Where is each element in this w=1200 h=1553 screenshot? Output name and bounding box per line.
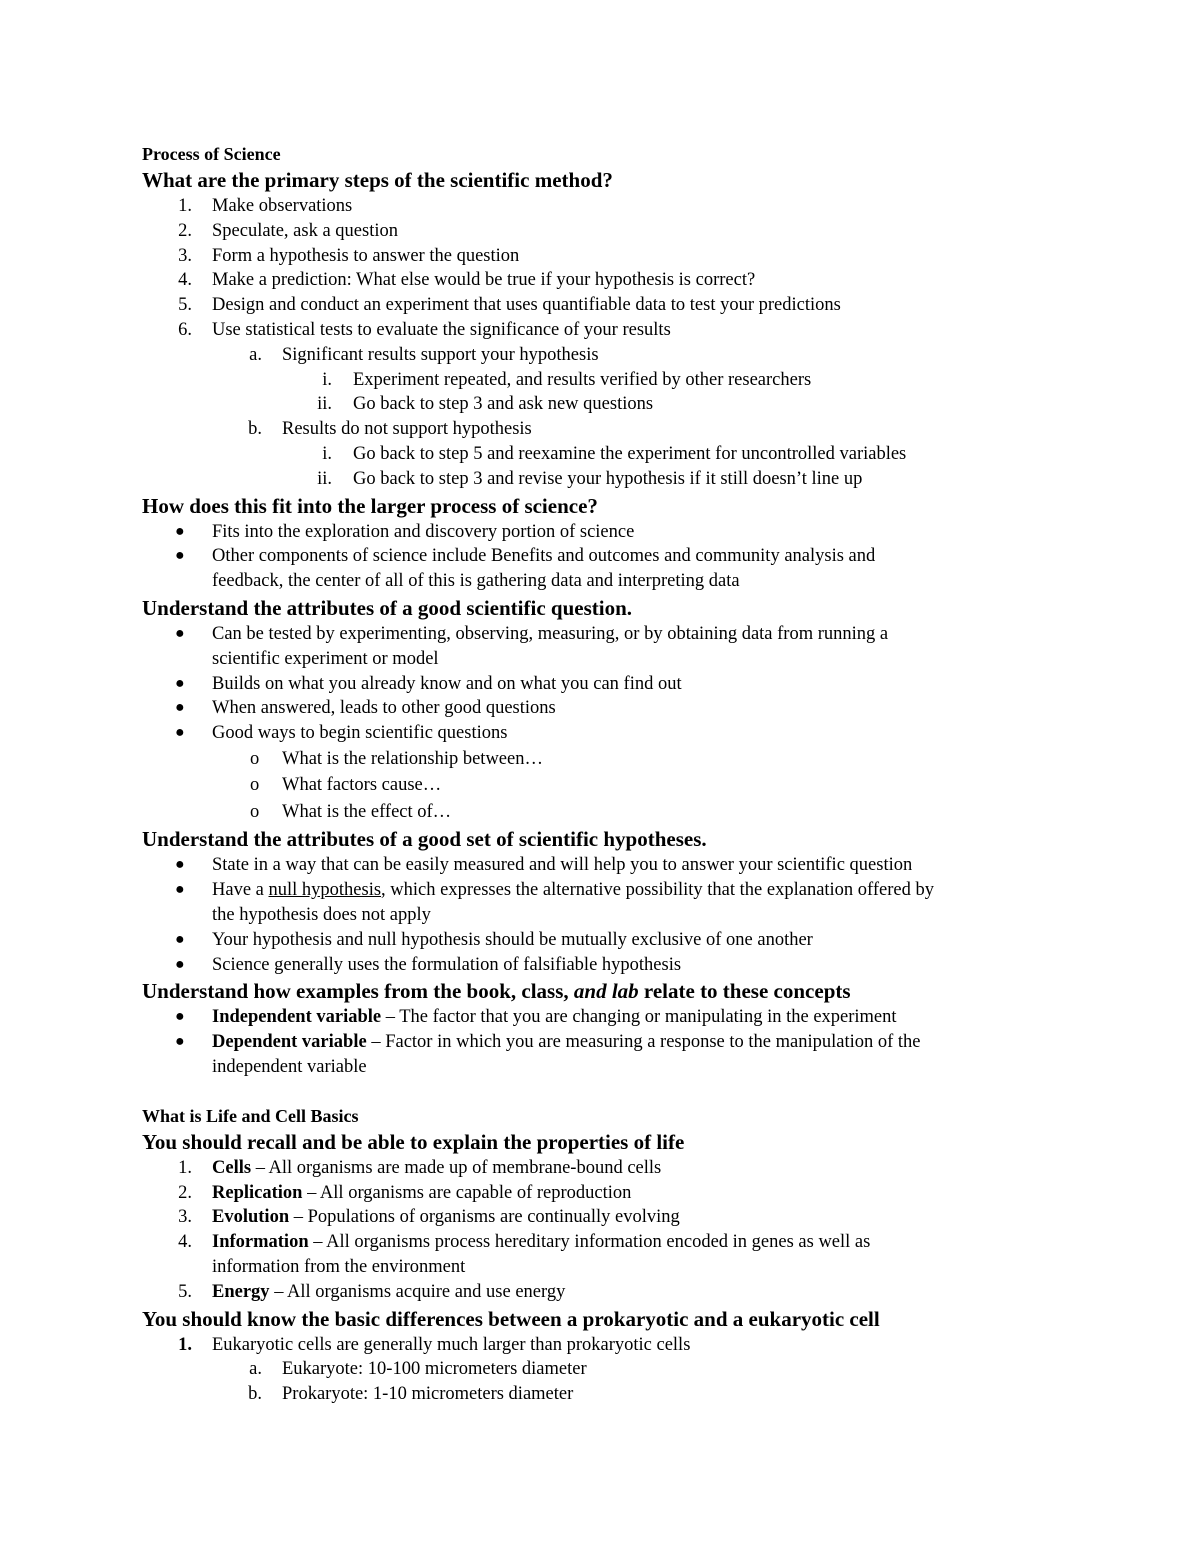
list-item: 2. Replication – All organisms are capable of reproduction (178, 1182, 632, 1203)
list-item-continuation: independent variable (212, 1057, 367, 1078)
bullet-icon: ● (175, 674, 185, 692)
list-item-continuation: feedback, the center of all of this is gathering data and interpreting data (212, 571, 740, 592)
list-item: 5. Energy – All organisms acquire and use energy (178, 1281, 566, 1302)
list-item: ● Dependent variable – Factor in which you are measuring a response to the manipulation of the (142, 1030, 1062, 1055)
list-item: o What factors cause… (142, 772, 1062, 799)
list-item: o What is the effect of… (142, 799, 1062, 826)
section-title: Process of Science (142, 144, 281, 164)
list-item: a. Eukaryote: 10-100 micrometers diameter (249, 1359, 587, 1380)
bullet-icon: ● (175, 724, 185, 742)
heading-good-hypotheses: Understand the attributes of a good set of scientific hypotheses. (142, 827, 707, 852)
list-item: o What is the relationship between… (142, 746, 1062, 773)
circle-bullet-icon: o (250, 801, 260, 822)
list-item: 1. Eukaryotic cells are generally much larger than prokaryotic cells (178, 1334, 691, 1355)
list-item: b. Prokaryote: 1-10 micrometers diameter (248, 1384, 574, 1405)
bullet-icon: ● (175, 955, 185, 973)
list-item-continuation: scientific experiment or model (212, 648, 439, 669)
list-item: ● Independent variable – The factor that you are changing or manipulating in the experiment (142, 1005, 1062, 1030)
bullet-icon: ● (175, 699, 185, 717)
list-item: 3. Evolution – Populations of organisms are continually evolving (178, 1207, 680, 1228)
null-hypothesis-term: null hypothesis (268, 880, 382, 901)
bullet-icon: ● (175, 881, 185, 899)
heading-prokaryote-eukaryote: You should know the basic differences between a prokaryotic and a eukaryotic cell (142, 1306, 880, 1331)
list-item: 5. Design and conduct an experiment that uses quantifiable data to test your predictions (178, 295, 841, 316)
document-body (142, 142, 1062, 1407)
list-item-continuation: information from the environment (212, 1257, 466, 1277)
list-item: ● Science generally uses the formulation of falsifiable hypothesis (142, 953, 1062, 978)
list-item: ● When answered, leads to other good questions (142, 696, 1062, 721)
circle-bullet-icon: o (250, 775, 260, 796)
list-item: ● Other components of science include Benefits and outcomes and community analysis and (142, 544, 1062, 569)
section-title: What is Life and Cell Basics (142, 1105, 359, 1126)
list-item: 4. Information – All organisms process hereditary information encoded in genes as well as (178, 1232, 871, 1253)
list-item: 4. Make a prediction: What else would be true if your hypothesis is correct? (178, 270, 756, 291)
bullet-icon: ● (175, 930, 185, 948)
list-item: i. Go back to step 5 and reexamine the experiment for uncontrolled variables (322, 443, 907, 464)
heading-examples: Understand how examples from the book, class, and lab relate to these concepts (142, 979, 851, 1004)
bullet-icon: ● (175, 624, 185, 642)
bullet-icon: ● (175, 547, 185, 565)
heading-properties-of-life: You should recall and be able to explain the properties of life (142, 1129, 685, 1154)
bullet-icon: ● (175, 1008, 185, 1026)
list-item: ● Can be tested by experimenting, observing, measuring, or by obtaining data from running a (142, 622, 1062, 647)
list-item: 1. Make observations (178, 196, 353, 216)
list-item: 2. Speculate, ask a question (178, 220, 398, 241)
list-item: ● Your hypothesis and null hypothesis should be mutually exclusive of one another (142, 928, 1062, 953)
heading-good-question: Understand the attributes of a good scientific question. (142, 595, 633, 620)
list-item: ● State in a way that can be easily measured and will help you to answer your scientific question (142, 853, 1062, 878)
list-item: ii. Go back to step 3 and revise your hypothesis if it still doesn’t line up (317, 468, 863, 489)
list-item: 1. Cells – All organisms are made up of membrane-bound cells (178, 1157, 662, 1178)
list-item: 3. Form a hypothesis to answer the question (178, 245, 520, 266)
list-item: ● Builds on what you already know and on what you can find out (142, 672, 1062, 697)
bullet-icon: ● (175, 522, 185, 540)
bullet-icon: ● (175, 1033, 185, 1051)
list-item: i. Experiment repeated, and results verified by other researchers (322, 369, 812, 390)
list-item: ii. Go back to step 3 and ask new questions (317, 394, 654, 415)
list-item: 6. Use statistical tests to evaluate the significance of your results (178, 319, 671, 340)
list-item: b. Results do not support hypothesis (248, 419, 532, 440)
list-item: ● Have a null hypothesis, which expresses the alternative possibility that the explanation offered by (142, 878, 1062, 903)
list-item: ● Good ways to begin scientific questions (142, 721, 1062, 746)
heading-larger-process: How does this fit into the larger process of science? (142, 493, 598, 518)
list-item: a. Significant results support your hypothesis (249, 344, 599, 365)
circle-bullet-icon: o (250, 748, 260, 769)
list-item-continuation: the hypothesis does not apply (212, 905, 431, 926)
spacer (142, 1080, 1062, 1104)
list-item: ● Fits into the exploration and discovery portion of science (142, 520, 1062, 545)
bullet-icon: ● (175, 856, 185, 874)
heading-scientific-method: What are the primary steps of the scientific method? (142, 168, 613, 192)
